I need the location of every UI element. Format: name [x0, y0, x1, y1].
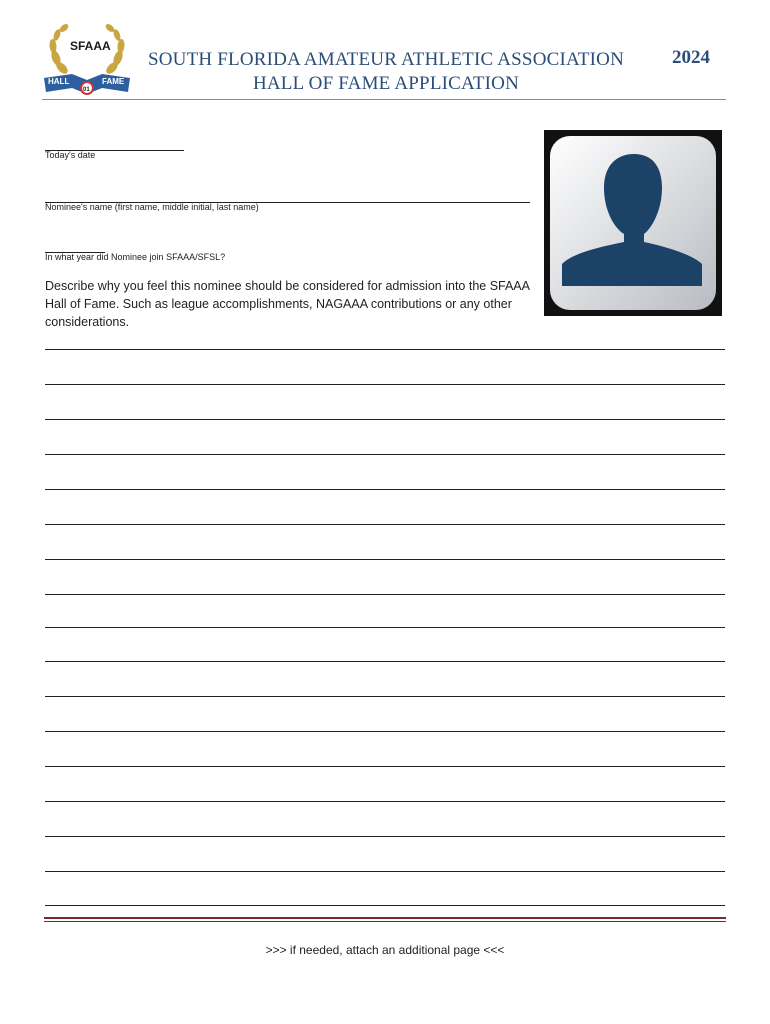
header-divider [42, 99, 726, 100]
writing-line[interactable] [45, 905, 725, 906]
writing-line[interactable] [45, 696, 725, 697]
page-title [128, 48, 644, 96]
writing-line[interactable] [45, 627, 725, 628]
writing-line[interactable] [45, 349, 725, 350]
writing-line[interactable] [45, 661, 725, 662]
writing-line[interactable] [45, 489, 725, 490]
date-label: Today's date [45, 150, 96, 160]
nominee-name-label: Nominee's name (first name, middle initial, last name) [45, 202, 259, 212]
svg-text:HALL: HALL [48, 77, 70, 86]
svg-text:FAME: FAME [102, 77, 125, 86]
writing-line[interactable] [45, 836, 725, 837]
writing-line[interactable] [45, 384, 725, 385]
writing-line[interactable] [45, 559, 725, 560]
writing-line[interactable] [45, 454, 725, 455]
writing-line[interactable] [45, 801, 725, 802]
description-prompt: Describe why you feel this nominee should be considered for admission into the SFAAA Hall of Fame. Such as league accomplishments, NAGAAA contributions or any other considerations. [45, 279, 530, 329]
footer-divider-top [44, 917, 726, 919]
title-line-2: HALL OF FAME APPLICATION [252, 73, 520, 94]
writing-line[interactable] [45, 731, 725, 732]
title-line-1: SOUTH FLORIDA AMATEUR ATHLETIC ASSOCIATION [147, 49, 625, 70]
nominee-photo-placeholder[interactable] [544, 130, 722, 316]
person-silhouette-icon [544, 130, 722, 316]
sfaaa-hall-of-fame-logo [42, 22, 132, 98]
svg-text:01: 01 [83, 87, 90, 93]
svg-text:SFAAA: SFAAA [70, 39, 111, 53]
writing-line[interactable] [45, 594, 725, 595]
footer-divider-bottom [44, 921, 726, 922]
writing-line[interactable] [45, 524, 725, 525]
join-year-label: In what year did Nominee join SFAAA/SFSL? [45, 252, 226, 262]
writing-line[interactable] [45, 419, 725, 420]
writing-line[interactable] [45, 871, 725, 872]
writing-line[interactable] [45, 766, 725, 767]
application-year: 2024 [672, 47, 710, 68]
footer-note: >>> if needed, attach an additional page <<< [265, 943, 505, 957]
